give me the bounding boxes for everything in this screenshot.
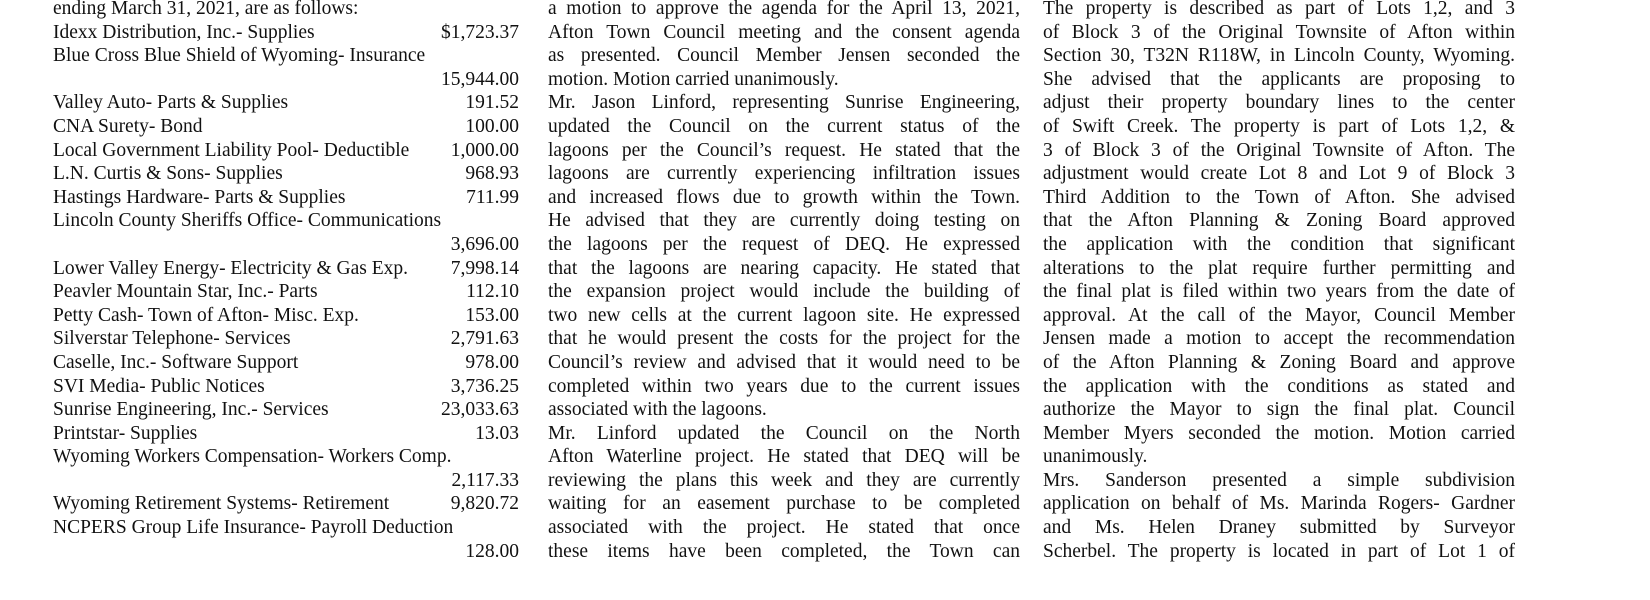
text-line: as presented. Council Member Jensen seconded the [548,45,1020,67]
text-line: completed within two years due to the current issues [548,375,1020,397]
expenditure-row [53,492,519,516]
expenditure-payee: Sunrise Engineering, Inc.- Services [53,399,329,421]
expenditure-amount: 112.10 [466,281,519,303]
expenditure-payee: Caselle, Inc.- Software Support [53,351,299,373]
expenditure-payee: Petty Cash- Town of Afton- Misc. Exp. [53,304,359,326]
text-line: Jensen made a motion to accept the recommendation [1043,328,1515,350]
text-line: that the Afton Planning & Zoning Board approved [1043,210,1515,232]
text-line: Afton Town Council meeting and the consent agenda [548,21,1020,43]
expenditures-column [53,0,519,563]
text-line: She advised that the applicants are proposing to [1043,68,1515,90]
text-line: Third Addition to the Town of Afton. She advised [1043,186,1515,208]
text-line: the final plat is filed within two years from the date of [1043,281,1515,303]
expenditure-amount: 3,736.25 [450,375,519,397]
expenditure-amount: 7,998.14 [450,257,519,279]
expenditure-payee: SVI Media- Public Notices [53,375,265,397]
expenditure-amount: 2,117.33 [451,469,519,491]
expenditure-payee: Local Government Liability Pool- Deductible [53,139,410,161]
text-line: Member Myers seconded the motion. Motion carried [1043,422,1515,444]
text-line: Mr. Jason Linford, representing Sunrise Engineering, [548,92,1020,114]
expenditure-row [53,139,519,163]
text-line: of the Afton Planning & Zoning Board and approve [1043,351,1515,373]
expenditure-payee: Hastings Hardware- Parts & Supplies [53,186,346,208]
expenditure-amount: 9,820.72 [450,493,519,515]
expenditure-amount: 128.00 [465,540,519,562]
text-line: the application with the conditions as stated and [1043,375,1515,397]
expenditure-payee: Lincoln County Sheriffs Office- Communications [53,210,442,232]
article-column-2 [548,0,1020,563]
expenditure-row [53,162,519,186]
text-line: the lagoons per the request of DEQ. He expressed [548,233,1020,255]
expenditure-payee: Silverstar Telephone- Services [53,328,291,350]
text-line: unanimously. [1043,446,1148,468]
expenditure-amount: $1,723.37 [441,21,519,43]
expenditure-amount: 3,696.00 [450,233,519,255]
expenditure-amount: 1,000.00 [450,139,519,161]
expenditure-row [53,375,519,399]
expenditure-amount: 23,033.63 [441,399,519,421]
text-line: alterations to the plat require further permitting and [1043,257,1515,279]
expenditure-payee: Wyoming Workers Compensation- Workers Comp. [53,446,452,468]
text-line: lagoons are currently experiencing infiltration issues [548,163,1020,185]
expenditure-row [53,115,519,139]
text-line: Mr. Linford updated the Council on the North [548,422,1020,444]
expenditure-row [53,91,519,115]
text-line: 3 of Block 3 of the Original Townsite of Afton. The [1043,139,1515,161]
text-line: of Swift Creek. The property is part of Lots 1,2, & [1043,115,1515,137]
text-line: these items have been completed, the Town can [548,540,1020,562]
text-line: approval. At the call of the Mayor, Council Member [1043,304,1515,326]
expenditure-payee: Lower Valley Energy- Electricity & Gas Exp. [53,257,409,279]
expenditure-payee: Peavler Mountain Star, Inc.- Parts [53,281,318,303]
text-line: The property is described as part of Lots 1,2, and 3 [1043,0,1515,19]
text-line: lagoons per the Council’s request. He stated that the [548,139,1020,161]
expenditure-row [53,257,519,281]
expenditure-amount: 2,791.63 [450,328,519,350]
expenditure-row [53,422,519,446]
text-line: of Block 3 of the Original Townsite of Afton within [1043,21,1515,43]
text-line: and Ms. Helen Draney submitted by Surveyor [1043,517,1515,539]
expenditures-intro: ending March 31, 2021, are as follows: [53,0,359,19]
expenditure-payee: CNA Surety- Bond [53,115,203,137]
text-line: the expansion project would include the building of [548,281,1020,303]
expenditure-row [53,186,519,210]
text-line: reviewing the plans this week and they are currently [548,469,1020,491]
expenditure-row [53,398,519,422]
text-line: He advised that they are currently doing testing on [548,210,1020,232]
expenditure-row [53,280,519,304]
text-line: motion. Motion carried unanimously. [548,68,839,90]
text-line: Section 30, T32N R118W, in Lincoln County, Wyoming. [1043,45,1515,67]
text-line: that he would present the costs for the project for the [548,328,1020,350]
expenditure-amount: 191.52 [465,92,519,114]
expenditure-payee: L.N. Curtis & Sons- Supplies [53,163,283,185]
expenditure-payee: NCPERS Group Life Insurance- Payroll Deduction [53,517,454,539]
expenditure-row [53,21,519,45]
text-line: associated with the project. He stated that once [548,517,1020,539]
text-line: associated with the lagoons. [548,399,767,421]
text-line: application on behalf of Ms. Marinda Rogers- Gardner [1043,493,1515,515]
expenditure-amount: 13.03 [475,422,519,444]
article-column-3 [1043,0,1515,563]
expenditure-payee: Valley Auto- Parts & Supplies [53,92,289,114]
expenditure-list [53,21,519,564]
expenditure-amount: 15,944.00 [441,68,519,90]
expenditure-payee: Wyoming Retirement Systems- Retirement [53,493,390,515]
text-line: that the lagoons are nearing capacity. He stated that [548,257,1020,279]
text-line: waiting for an easement purchase to be completed [548,493,1020,515]
text-line: the application with the condition that significant [1043,233,1515,255]
expenditure-row [53,351,519,375]
text-line: Scherbel. The property is located in part of Lot 1 of [1043,540,1515,562]
expenditure-payee: Blue Cross Blue Shield of Wyoming- Insurance [53,45,426,67]
expenditure-amount: 153.00 [465,304,519,326]
expenditure-amount: 100.00 [465,115,519,137]
text-line: a motion to approve the agenda for the April 13, 2021, [548,0,1020,19]
text-line: Mrs. Sanderson presented a simple subdivision [1043,469,1515,491]
text-line: and increased flows due to growth within the Town. [548,186,1020,208]
text-line: authorize the Mayor to sign the final plat. Council [1043,399,1515,421]
expenditure-amount: 968.93 [465,163,519,185]
expenditure-amount: 978.00 [465,351,519,373]
text-line: updated the Council on the current status of the [548,115,1020,137]
expenditure-payee: Printstar- Supplies [53,422,198,444]
text-line: Afton Waterline project. He stated that DEQ will be [548,446,1020,468]
text-line: adjustment would create Lot 8 and Lot 9 of Block 3 [1043,163,1515,185]
expenditure-row [53,304,519,328]
expenditure-row [53,327,519,351]
expenditure-payee: Idexx Distribution, Inc.- Supplies [53,21,315,43]
text-line: adjust their property boundary lines to the center [1043,92,1515,114]
expenditure-amount: 711.99 [466,186,519,208]
text-line: Council’s review and advised that it would need to be [548,351,1020,373]
text-line: two new cells at the current lagoon site. He expressed [548,304,1020,326]
